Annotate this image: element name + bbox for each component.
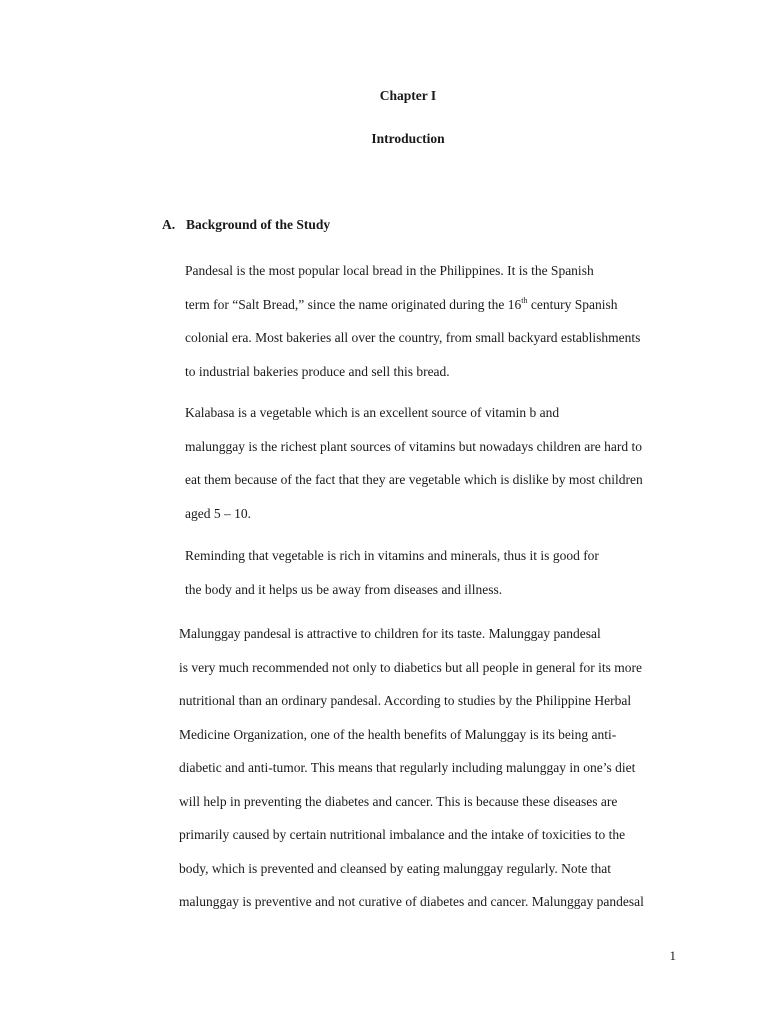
text-line: body, which is prevented and cleansed by eating malunggay regularly. Note that xyxy=(179,860,611,876)
paragraph-pandesal xyxy=(139,254,659,388)
text-line xyxy=(139,288,659,322)
text-line: aged 5 – 10. xyxy=(185,505,251,521)
text-segment: term for “Salt Bread,” since the name originated during the 16 xyxy=(185,296,522,312)
text-line: malunggay is preventive and not curative of diabetes and cancer. Malunggay pandesal xyxy=(179,894,644,909)
text-line: malunggay is the richest plant sources of vitamins but nowadays children are hard to xyxy=(185,438,643,454)
text-line: the body and it helps us be away from diseases and illness. xyxy=(185,581,503,597)
text-line: will help in preventing the diabetes and cancer. This is because these diseases are xyxy=(179,793,618,809)
text-line: Reminding that vegetable is rich in vitamins and minerals, thus it is good for xyxy=(185,548,599,563)
paragraph-malunggay-pandesal xyxy=(132,617,664,919)
text-line: primarily caused by certain nutritional imbalance and the intake of toxicities to the xyxy=(179,827,626,842)
text-line: Malunggay pandesal is attractive to children for its taste. Malunggay pandesal xyxy=(179,626,601,641)
text-line: Kalabasa is a vegetable which is an excellent source of vitamin b and xyxy=(185,405,560,420)
text-line: Pandesal is the most popular local bread in the Philippines. It is the Spanish xyxy=(185,263,594,278)
text-line: diabetic and anti-tumor. This means that regularly including malunggay in one’s diet xyxy=(179,760,636,775)
text-line: is very much recommended not only to diabetics but all people in general for its more xyxy=(179,659,642,675)
section-title: Background of the Study xyxy=(186,217,331,232)
text-line: Medicine Organization, one of the health benefits of Malunggay is its being anti- xyxy=(179,726,617,742)
text-line: eat them because of the fact that they are vegetable which is dislike by most children xyxy=(185,472,643,487)
chapter-title: Chapter I xyxy=(379,88,437,103)
section-heading xyxy=(162,217,330,233)
page-number: 1 xyxy=(669,948,676,963)
superscript-ordinal: th xyxy=(521,295,528,305)
paragraph-vegetable xyxy=(139,539,665,606)
chapter-subtitle: Introduction xyxy=(371,131,445,146)
text-line: to industrial bakeries produce and sell this bread. xyxy=(185,363,450,379)
text-line: nutritional than an ordinary pandesal. According to studies by the Philippine Herbal xyxy=(179,693,632,708)
text-line: colonial era. Most bakeries all over the country, from small backyard establishments xyxy=(185,330,641,345)
paragraph-kalabasa xyxy=(139,396,669,530)
section-letter: A. xyxy=(162,217,176,232)
text-segment: century Spanish xyxy=(527,296,618,312)
